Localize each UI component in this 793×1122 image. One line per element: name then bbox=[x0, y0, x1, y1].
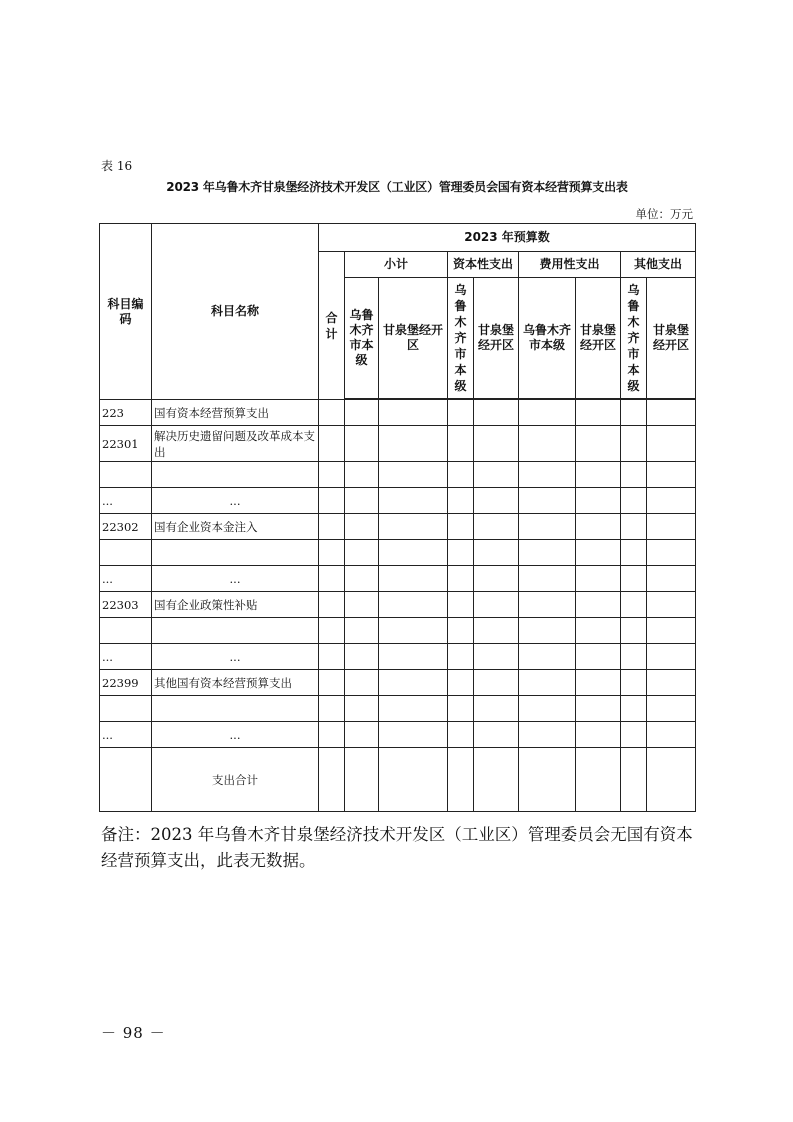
row-cell bbox=[448, 722, 474, 748]
row-cell bbox=[474, 644, 519, 670]
row-cell bbox=[448, 540, 474, 566]
row-name bbox=[152, 696, 319, 722]
row-cell bbox=[319, 400, 345, 426]
budget-table bbox=[99, 223, 696, 812]
row-cell bbox=[379, 644, 448, 670]
row-cell bbox=[379, 462, 448, 488]
row-code bbox=[100, 696, 152, 722]
row-cell bbox=[647, 540, 696, 566]
row-cell bbox=[448, 462, 474, 488]
row-cell bbox=[576, 696, 621, 722]
row-cell bbox=[576, 462, 621, 488]
header-subtotal-city: 乌鲁木齐市本级 bbox=[345, 278, 379, 399]
row-cell bbox=[519, 696, 576, 722]
row-name bbox=[152, 462, 319, 488]
table-row bbox=[100, 400, 696, 426]
table-row bbox=[100, 618, 696, 644]
row-cell bbox=[474, 488, 519, 514]
row-code: 22399 bbox=[100, 670, 152, 696]
total-label: 支出合计 bbox=[152, 748, 319, 812]
row-name: ... bbox=[152, 644, 319, 670]
row-code bbox=[100, 462, 152, 488]
row-cell bbox=[576, 488, 621, 514]
row-cell bbox=[621, 696, 647, 722]
row-name: ... bbox=[152, 566, 319, 592]
header-capital-city: 乌鲁木齐市本级 bbox=[448, 278, 474, 399]
row-cell bbox=[647, 426, 696, 462]
row-cell bbox=[319, 566, 345, 592]
row-cell bbox=[647, 644, 696, 670]
row-cell bbox=[621, 462, 647, 488]
row-cell bbox=[519, 488, 576, 514]
row-cell bbox=[474, 426, 519, 462]
row-cell bbox=[319, 426, 345, 462]
table-row bbox=[100, 540, 696, 566]
row-name: 国有企业资本金注入 bbox=[152, 514, 319, 540]
header-total: 合计 bbox=[319, 252, 345, 400]
note: 备注：2023 年乌鲁木齐甘泉堡经济技术开发区（工业区）管理委员会无国有资本经营预算支出，此表无数据。 bbox=[101, 825, 693, 870]
unit-label: 单位：万元 bbox=[635, 207, 693, 221]
row-name: 国有资本经营预算支出 bbox=[152, 400, 319, 426]
table-row bbox=[100, 488, 696, 514]
row-cell bbox=[621, 400, 647, 426]
row-cell bbox=[519, 462, 576, 488]
row-cell bbox=[474, 462, 519, 488]
row-cell bbox=[379, 670, 448, 696]
row-cell bbox=[576, 540, 621, 566]
row-code bbox=[100, 540, 152, 566]
row-cell bbox=[319, 618, 345, 644]
row-cell bbox=[319, 722, 345, 748]
row-name: 解决历史遗留问题及改革成本支出 bbox=[152, 426, 319, 462]
row-cell bbox=[474, 592, 519, 618]
row-cell bbox=[519, 592, 576, 618]
row-cell bbox=[621, 488, 647, 514]
table-title: 2023 年乌鲁木齐甘泉堡经济技术开发区（工业区）管理委员会国有资本经营预算支出表 bbox=[166, 180, 628, 194]
row-cell bbox=[379, 400, 448, 426]
row-cell bbox=[345, 462, 379, 488]
row-cell bbox=[621, 592, 647, 618]
row-cell bbox=[379, 592, 448, 618]
row-cell bbox=[647, 696, 696, 722]
row-cell bbox=[519, 618, 576, 644]
row-cell bbox=[474, 400, 519, 426]
row-cell bbox=[319, 696, 345, 722]
header-capital: 资本性支出 bbox=[448, 252, 519, 278]
row-cell bbox=[576, 592, 621, 618]
row-name bbox=[152, 618, 319, 644]
row-name: ... bbox=[152, 722, 319, 748]
row-name bbox=[152, 540, 319, 566]
row-code: 22301 bbox=[100, 426, 152, 462]
header-expense-city: 乌鲁木齐市本级 bbox=[519, 278, 576, 399]
total-row bbox=[100, 748, 696, 812]
row-cell bbox=[519, 644, 576, 670]
row-cell bbox=[379, 540, 448, 566]
row-cell bbox=[379, 426, 448, 462]
row-cell bbox=[621, 618, 647, 644]
row-cell bbox=[345, 618, 379, 644]
row-cell bbox=[647, 400, 696, 426]
header-subtotal: 小计 bbox=[345, 252, 448, 278]
header-budget: 2023 年预算数 bbox=[319, 224, 696, 252]
row-cell bbox=[576, 566, 621, 592]
row-cell bbox=[448, 488, 474, 514]
header-expense: 费用性支出 bbox=[519, 252, 621, 278]
header-expense-gqb: 甘泉堡经开区 bbox=[576, 278, 621, 399]
header-capital-gqb: 甘泉堡经开区 bbox=[474, 278, 519, 399]
row-cell bbox=[576, 618, 621, 644]
row-cell bbox=[519, 514, 576, 540]
row-code: 22303 bbox=[100, 592, 152, 618]
header-subtotal-gqb: 甘泉堡经开区 bbox=[379, 278, 448, 399]
row-cell bbox=[647, 514, 696, 540]
row-cell bbox=[576, 670, 621, 696]
row-cell bbox=[519, 722, 576, 748]
header-other: 其他支出 bbox=[621, 252, 696, 278]
row-cell bbox=[474, 540, 519, 566]
header-other-city: 乌鲁木齐市本级 bbox=[621, 278, 647, 399]
row-cell bbox=[621, 670, 647, 696]
row-cell bbox=[621, 566, 647, 592]
row-cell bbox=[448, 592, 474, 618]
header-other-gqb: 甘泉堡经开区 bbox=[647, 278, 696, 399]
row-cell bbox=[576, 400, 621, 426]
row-code: 223 bbox=[100, 400, 152, 426]
row-cell bbox=[474, 722, 519, 748]
row-cell bbox=[345, 696, 379, 722]
table-body bbox=[100, 400, 696, 748]
row-cell bbox=[345, 488, 379, 514]
table-row bbox=[100, 426, 696, 462]
row-cell bbox=[576, 514, 621, 540]
row-cell bbox=[519, 670, 576, 696]
row-cell bbox=[448, 400, 474, 426]
table-row bbox=[100, 722, 696, 748]
row-name: ... bbox=[152, 488, 319, 514]
row-cell bbox=[448, 644, 474, 670]
row-cell bbox=[379, 488, 448, 514]
header-name: 科目名称 bbox=[152, 224, 319, 400]
row-cell bbox=[519, 426, 576, 462]
row-cell bbox=[379, 514, 448, 540]
row-cell bbox=[379, 696, 448, 722]
row-code: ... bbox=[100, 566, 152, 592]
row-cell bbox=[319, 462, 345, 488]
row-cell bbox=[448, 696, 474, 722]
row-cell bbox=[319, 670, 345, 696]
row-code: 22302 bbox=[100, 514, 152, 540]
row-cell bbox=[319, 514, 345, 540]
row-code: ... bbox=[100, 488, 152, 514]
page-number: － 98 － bbox=[101, 1024, 166, 1042]
row-cell bbox=[576, 722, 621, 748]
table-number: 表 16 bbox=[101, 159, 133, 173]
row-name: 国有企业政策性补贴 bbox=[152, 592, 319, 618]
row-code: ... bbox=[100, 644, 152, 670]
table-row bbox=[100, 514, 696, 540]
row-cell bbox=[621, 540, 647, 566]
row-cell bbox=[379, 566, 448, 592]
row-cell bbox=[474, 670, 519, 696]
row-cell bbox=[345, 592, 379, 618]
row-cell bbox=[474, 514, 519, 540]
row-cell bbox=[576, 644, 621, 670]
row-cell bbox=[576, 426, 621, 462]
row-cell bbox=[448, 426, 474, 462]
table-row bbox=[100, 566, 696, 592]
row-cell bbox=[647, 592, 696, 618]
row-cell bbox=[319, 488, 345, 514]
row-cell bbox=[621, 644, 647, 670]
row-cell bbox=[647, 670, 696, 696]
row-cell bbox=[519, 400, 576, 426]
row-cell bbox=[647, 722, 696, 748]
row-name: 其他国有资本经营预算支出 bbox=[152, 670, 319, 696]
row-cell bbox=[345, 400, 379, 426]
row-cell bbox=[621, 426, 647, 462]
row-cell bbox=[647, 462, 696, 488]
row-cell bbox=[474, 696, 519, 722]
row-cell bbox=[448, 618, 474, 644]
row-cell bbox=[345, 644, 379, 670]
table-row bbox=[100, 592, 696, 618]
row-cell bbox=[319, 644, 345, 670]
row-cell bbox=[474, 566, 519, 592]
row-cell bbox=[319, 592, 345, 618]
row-cell bbox=[519, 566, 576, 592]
row-cell bbox=[345, 670, 379, 696]
table-row bbox=[100, 670, 696, 696]
row-cell bbox=[345, 426, 379, 462]
row-cell bbox=[519, 540, 576, 566]
row-code: ... bbox=[100, 722, 152, 748]
row-cell bbox=[647, 618, 696, 644]
row-cell bbox=[345, 540, 379, 566]
row-cell bbox=[448, 670, 474, 696]
row-cell bbox=[319, 540, 345, 566]
row-cell bbox=[647, 488, 696, 514]
header-code: 科目编码 bbox=[100, 224, 152, 400]
table-row bbox=[100, 644, 696, 670]
row-cell bbox=[621, 514, 647, 540]
row-cell bbox=[647, 566, 696, 592]
row-code bbox=[100, 618, 152, 644]
row-cell bbox=[345, 722, 379, 748]
row-cell bbox=[621, 722, 647, 748]
row-cell bbox=[345, 514, 379, 540]
row-cell bbox=[379, 722, 448, 748]
row-cell bbox=[448, 514, 474, 540]
row-cell bbox=[379, 618, 448, 644]
table-row bbox=[100, 696, 696, 722]
row-cell bbox=[474, 618, 519, 644]
table-row bbox=[100, 462, 696, 488]
row-cell bbox=[448, 566, 474, 592]
row-cell bbox=[345, 566, 379, 592]
